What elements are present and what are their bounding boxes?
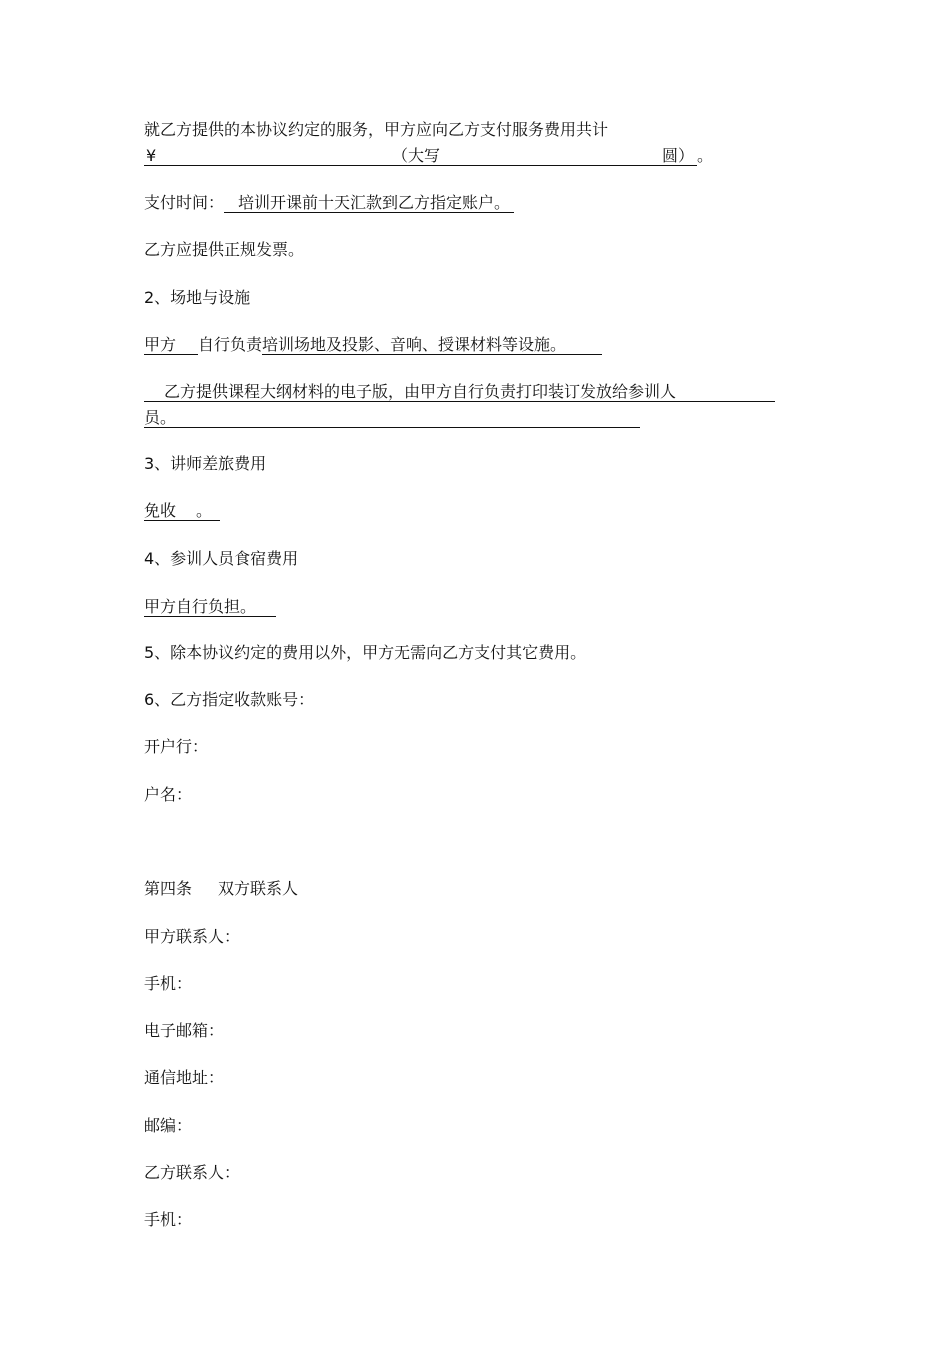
invoice-line bbox=[144, 240, 304, 260]
yuan-label: 圆） bbox=[662, 146, 695, 165]
payment-time-value: 培训开课前十天汇款到乙方指定账户。 bbox=[238, 193, 511, 212]
travel-end-mark: 。 bbox=[196, 501, 213, 520]
meals-value-underline bbox=[144, 598, 276, 617]
party-a-contact-label: 甲方联系人： bbox=[144, 927, 241, 946]
venue-line1-plain: 自行负责 bbox=[198, 335, 263, 354]
payment-time-line bbox=[144, 193, 514, 213]
postcode-label: 邮编： bbox=[144, 1116, 193, 1135]
invoice-text: 乙方应提供正规发票。 bbox=[144, 240, 305, 259]
travel-value: 免收 bbox=[144, 501, 177, 520]
venue-line2b-underline bbox=[144, 409, 640, 428]
fee-end-mark: 。 bbox=[697, 146, 714, 165]
party-b-contact-label: 乙方联系人： bbox=[144, 1163, 241, 1182]
fee-amount-underline bbox=[144, 147, 697, 166]
venue-party: 甲方 bbox=[144, 335, 177, 354]
travel-heading-text: 3、讲师差旅费用 bbox=[144, 454, 267, 473]
party-a-contact-line bbox=[144, 927, 240, 947]
article4-heading bbox=[144, 879, 298, 899]
travel-heading bbox=[144, 454, 266, 474]
postcode-line bbox=[144, 1116, 192, 1136]
venue-line2a bbox=[144, 382, 775, 402]
payment-time-label: 支付时间： bbox=[144, 193, 225, 212]
mobile-b-label: 手机： bbox=[144, 1210, 193, 1229]
fee-amount-line bbox=[144, 146, 713, 166]
article4-title: 第四条 bbox=[144, 879, 193, 898]
address-line bbox=[144, 1068, 224, 1088]
daxie-label: （大写 bbox=[392, 146, 441, 165]
travel-value-underline bbox=[144, 502, 220, 521]
email-label: 电子邮箱： bbox=[144, 1021, 225, 1040]
payment-time-value-underline bbox=[224, 194, 514, 213]
address-label: 通信地址： bbox=[144, 1068, 225, 1087]
venue-party-underline bbox=[144, 336, 198, 355]
fee-intro-text: 就乙方提供的本协议约定的服务，甲方应向乙方支付服务费用共计 bbox=[144, 120, 609, 139]
venue-line2b bbox=[144, 408, 640, 428]
account-heading bbox=[144, 690, 314, 710]
account-heading-text: 6、乙方指定收款账号： bbox=[144, 690, 315, 709]
meals-heading-text: 4、参训人员食宿费用 bbox=[144, 549, 299, 568]
email-line bbox=[144, 1021, 224, 1041]
meals-value: 甲方自行负担。 bbox=[144, 597, 257, 616]
venue-line2a-underline bbox=[144, 383, 775, 402]
venue-line1 bbox=[144, 335, 602, 355]
bank-line bbox=[144, 737, 208, 757]
other-fees-text: 5、除本协议约定的费用以外，甲方无需向乙方支付其它费用。 bbox=[144, 643, 587, 662]
article4-subtitle: 双方联系人 bbox=[218, 879, 299, 898]
account-name-line bbox=[144, 785, 192, 805]
mobile-a-label: 手机： bbox=[144, 974, 193, 993]
currency-symbol: ¥ bbox=[146, 146, 157, 165]
account-name-label: 户名： bbox=[144, 785, 193, 804]
venue-line1-visible: 培训场地及投影、音响、授课材料等设施。 bbox=[262, 335, 567, 354]
party-b-contact-line bbox=[144, 1163, 240, 1183]
venue-heading-text: 2、场地与设施 bbox=[144, 288, 251, 307]
fee-intro bbox=[144, 120, 608, 140]
venue-line2a-text: 乙方提供课程大纲材料的电子版，由甲方自行负责打印装订发放给参训人 bbox=[164, 382, 677, 401]
travel-line bbox=[144, 501, 220, 521]
meals-line bbox=[144, 597, 276, 617]
bank-label: 开户行： bbox=[144, 737, 209, 756]
meals-heading bbox=[144, 549, 298, 569]
venue-line2b-text: 员。 bbox=[144, 408, 177, 427]
venue-line1-underline bbox=[262, 336, 602, 355]
mobile-a-line bbox=[144, 974, 192, 994]
other-fees-line bbox=[144, 643, 586, 663]
venue-heading bbox=[144, 288, 250, 308]
mobile-b-line bbox=[144, 1210, 192, 1230]
